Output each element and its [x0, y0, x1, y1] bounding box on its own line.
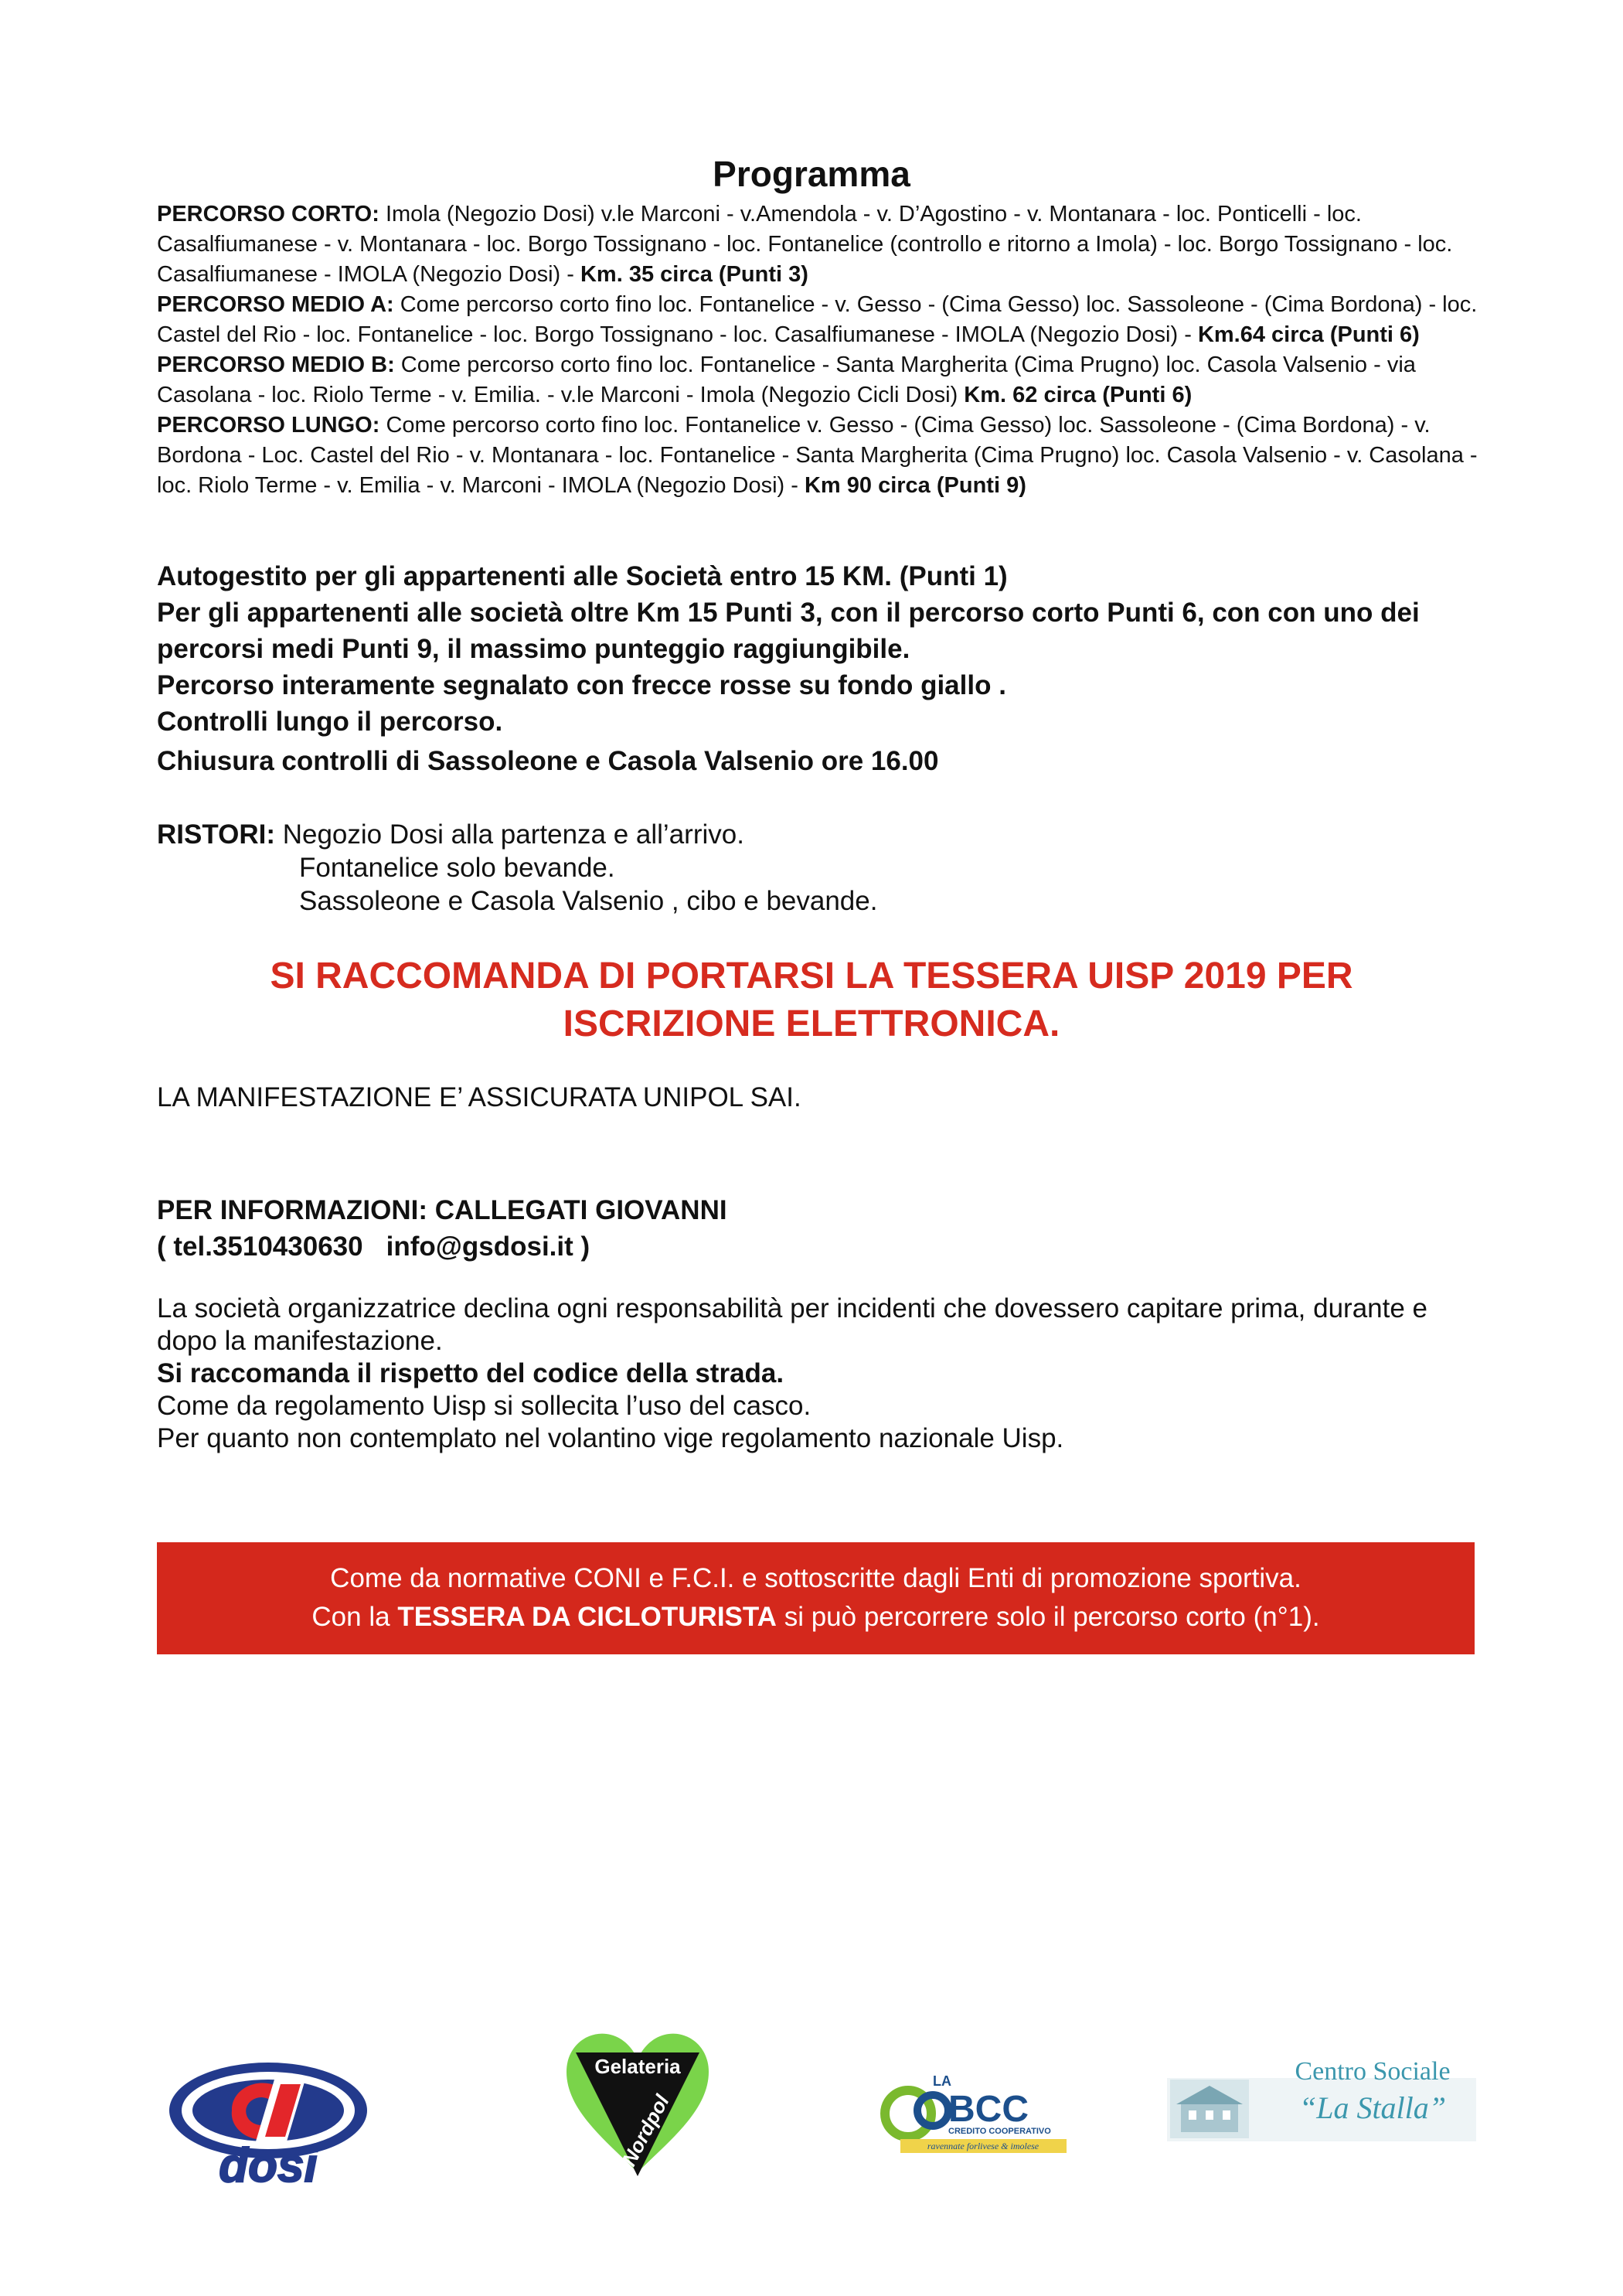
route-summary: Km.64 circa (Punti 6)	[1197, 322, 1420, 347]
contact-info	[157, 1192, 727, 1265]
stalla-line-1: Centro Sociale	[1295, 2057, 1451, 2086]
route-summary: Km 90 circa (Punti 9)	[804, 473, 1026, 498]
insurance-note: LA MANIFESTAZIONE E’ ASSICURATA UNIPOL SAI.	[157, 1082, 801, 1112]
contact-email-link[interactable]: info@gsdosi.it )	[386, 1231, 590, 1262]
route-medio-a	[157, 290, 1486, 350]
ristori-line	[157, 818, 1486, 851]
route-corto	[157, 199, 1486, 290]
redbox-line: Come da normative CONI e F.C.I. e sottoscritte dagli Enti di promozione sportiva.	[330, 1563, 1301, 1593]
page-title: Programma	[713, 154, 910, 194]
route-medio-b	[157, 350, 1486, 410]
gelateria-nordpol-logo	[560, 2025, 715, 2180]
contact-details	[157, 1228, 727, 1265]
bcc-logo	[877, 2066, 1070, 2158]
warning-line: ISCRIZIONE ELETTRONICA.	[563, 1003, 1060, 1044]
gelateria-text: Gelateria	[594, 2055, 681, 2078]
route-text: Imola (Negozio Dosi) v.le Marconi - v.Amendola - v. D’Agostino - v. Montanara - loc. Ponticelli - loc. Casalfiumanese - v. Montanara - loc. Borgo Tossignano - loc. Fontanelice (controllo e ritorno a Imola) - loc. Borgo Tossignano - loc. Casalfiumanese - IMOLA (Negozio Dosi) -	[157, 202, 1453, 287]
ristori-item: Negozio Dosi alla partenza e all’arrivo.	[274, 819, 744, 850]
disclaimer-section	[157, 1293, 1486, 1455]
route-label: PERCORSO MEDIO A:	[157, 292, 394, 317]
ristori-item: Fontanelice solo bevande.	[299, 853, 615, 883]
redbox-line	[157, 1598, 1475, 1637]
bcc-main-text: BCC	[948, 2089, 1029, 2130]
note-controlli: Controlli lungo il percorso.	[157, 707, 503, 737]
ristori-label: RISTORI:	[157, 819, 275, 850]
routes-section	[157, 199, 1486, 501]
tessera-warning	[0, 952, 1623, 1048]
disclaimer-regulation: Per quanto non contemplato nel volantino vige regolamento nazionale Uisp.	[157, 1423, 1064, 1453]
centro-sociale-logo	[1167, 2056, 1476, 2141]
disclaimer-helmet: Come da regolamento Uisp si sollecita l’uso del casco.	[157, 1391, 812, 1421]
nordpol-text: Nordpol	[617, 2090, 674, 2170]
route-summary: Km. 62 circa (Punti 6)	[964, 383, 1193, 407]
disclaimer-text: La società organizzatrice declina ogni responsabilità per incidenti che dovessero capitare prima, durante e dopo la manifestazione.	[157, 1293, 1428, 1356]
route-text: Come percorso corto fino loc. Fontanelice - Santa Margherita (Cima Prugno) loc. Casola Valsenio - via Casolana - loc. Riolo Terme - v. Emilia. - v.le Marconi - Imola (Negozio Cicli Dosi)	[157, 353, 1416, 407]
contact-heading: PER INFORMAZIONI: CALLEGATI GIOVANNI	[157, 1195, 727, 1225]
bcc-top-text: LA	[933, 2073, 951, 2089]
redbox-text: si può percorrere solo il percorso corto (n°1).	[776, 1602, 1320, 1632]
bcc-sub-text: CREDITO COOPERATIVO	[948, 2127, 1051, 2136]
route-summary: Km. 35 circa (Punti 3)	[580, 262, 808, 287]
route-label: PERCORSO CORTO:	[157, 202, 379, 227]
note-chiusura: Chiusura controlli di Sassoleone e Casola Valsenio ore 16.00	[157, 746, 939, 776]
notes-section	[157, 558, 1486, 779]
dosi-logo-text: dosi	[219, 2139, 318, 2188]
warning-line: SI RACCOMANDA DI PORTARSI LA TESSERA UISP 2019 PER	[270, 956, 1353, 996]
route-text: Come percorso corto fino loc. Fontanelice v. Gesso - (Cima Gesso) loc. Sassoleone - (Cima Bordona) - v. Bordona - Loc. Castel del Rio - v. Montanara - loc. Fontanelice - Santa Margherita (Cima Prugno) loc. Casola Valsenio - v. Casolana - loc. Riolo Terme - v. Emilia - v. Marconi - IMOLA (Negozio Dosi) -	[157, 413, 1478, 498]
redbox-highlight: TESSERA DA CICLOTURISTA	[397, 1602, 777, 1632]
tessera-info-box	[157, 1542, 1475, 1654]
dosi-logo	[158, 2056, 379, 2188]
route-label: PERCORSO MEDIO B:	[157, 353, 395, 377]
note-segnalato: Percorso interamente segnalato con frecce rosse su fondo giallo .	[157, 670, 1006, 700]
redbox-text: Con la	[311, 1602, 398, 1632]
disclaimer-road-code: Si raccomanda il rispetto del codice della strada.	[157, 1358, 784, 1388]
route-label: PERCORSO LUNGO:	[157, 413, 380, 438]
ristori-section	[157, 818, 1486, 918]
contact-phone: ( tel.3510430630	[157, 1231, 363, 1262]
stalla-line-2: “La Stalla”	[1298, 2090, 1447, 2125]
route-text: Come percorso corto fino loc. Fontanelice - v. Gesso - (Cima Gesso) loc. Sassoleone - (Cima Bordona) - loc. Castel del Rio - loc. Fontanelice - loc. Borgo Tossignano - loc. Casalfiumanese - IMOLA (Negozio Dosi) -	[157, 292, 1478, 347]
ristori-item: Sassoleone e Casola Valsenio , cibo e bevande.	[299, 886, 878, 916]
note-punteggio: Per gli appartenenti alle società oltre Km 15 Punti 3, con il percorso corto Punti 6, con con uno dei percorsi medi Punti 9, il massimo punteggio raggiungibile.	[157, 598, 1420, 664]
route-lungo	[157, 410, 1486, 501]
note-autogestito: Autogestito per gli appartenenti alle Società entro 15 KM. (Punti 1)	[157, 561, 1008, 591]
bcc-tagline: ravennate forlivese & imolese	[927, 2141, 1039, 2151]
